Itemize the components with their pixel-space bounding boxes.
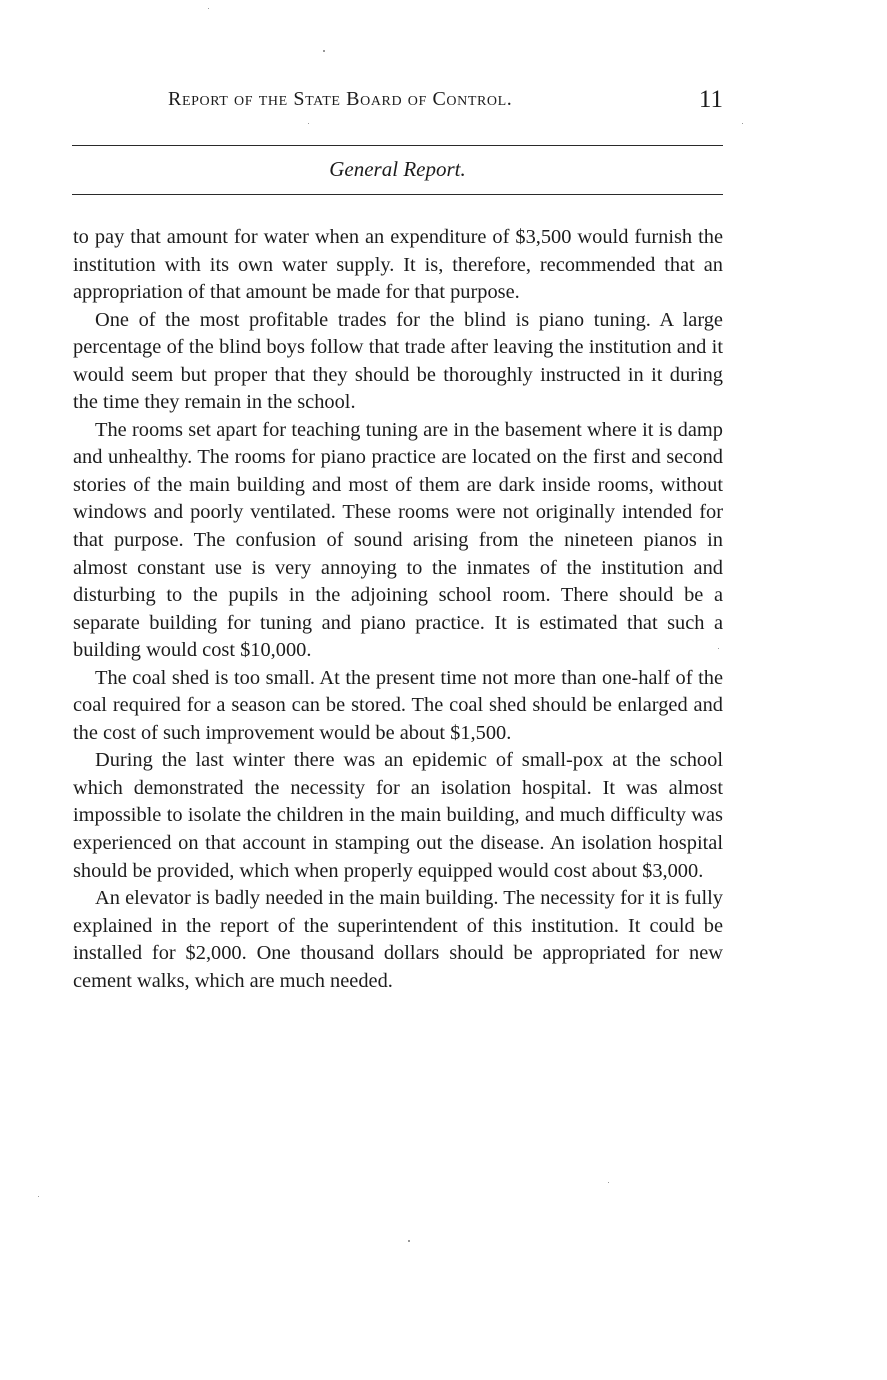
scan-speck	[308, 123, 309, 124]
paragraph-piano-tuning: One of the most profitable trades for the blind is piano tuning. A large percentage of the blind boys follow that trade after leaving the institution and it would seem but proper that they should be thoroughly instructed in it during the time they remain in the school.	[73, 308, 723, 414]
scan-speck	[718, 648, 719, 649]
paragraph-practice-rooms: The rooms set apart for teaching tuning are in the basement where it is damp and unhealthy. The rooms for piano practice are located on the first and second stories of the main building and most of them are dark inside rooms, without windows and poorly ventilated. These rooms were not originally intended for that purpose. The confusion of sound arising from the nineteen pianos in almost constant use is very annoying to the inmates of the institution and disturbing to the pupils in the adjoining school room. There should be a separate building for tuning and piano practice. It is estimated that such a building would cost $10,000.	[73, 418, 723, 662]
bottom-rule	[72, 194, 723, 195]
paragraph-coal-shed: The coal shed is too small. At the present time not more than one-half of the coal required for a season can be stored. The coal shed should be enlarged and the cost of such improvement would be about $1,500.	[73, 666, 723, 744]
scan-speck	[323, 50, 325, 52]
scan-speck	[608, 1182, 609, 1183]
running-head	[72, 88, 723, 120]
paragraph-isolation-hospital: During the last winter there was an epidemic of small-pox at the school which demonstrated the necessity for an isolation hospital. It was almost impossible to isolate the children in the main building, and much difficulty was experienced on that account in stamping out the disease. An isolation hospital should be provided, which when properly equipped would cost about $3,000.	[73, 749, 723, 882]
paragraph-continuation: to pay that amount for water when an expenditure of $3,500 would furnish the institution with its own water supply. It is, therefore, recommended that an appropriation of that amount be made for that purpose.	[73, 226, 723, 304]
body-text	[73, 224, 723, 995]
paragraph-elevator: An elevator is badly needed in the main building. The necessity for it is fully explained in the report of the superintendent of this institution. It could be installed for $2,000. One thousand dollars should be appropriated for new cement walks, which are much needed.	[73, 887, 723, 992]
scan-speck	[408, 1240, 410, 1242]
section-title: General Report.	[329, 157, 466, 181]
scan-speck	[38, 1196, 39, 1197]
top-rule	[72, 145, 723, 146]
scan-speck	[742, 123, 743, 124]
scan-speck	[208, 8, 209, 9]
page-number: 11	[698, 86, 723, 113]
running-title: Report of the State Board of Control.	[168, 88, 513, 110]
